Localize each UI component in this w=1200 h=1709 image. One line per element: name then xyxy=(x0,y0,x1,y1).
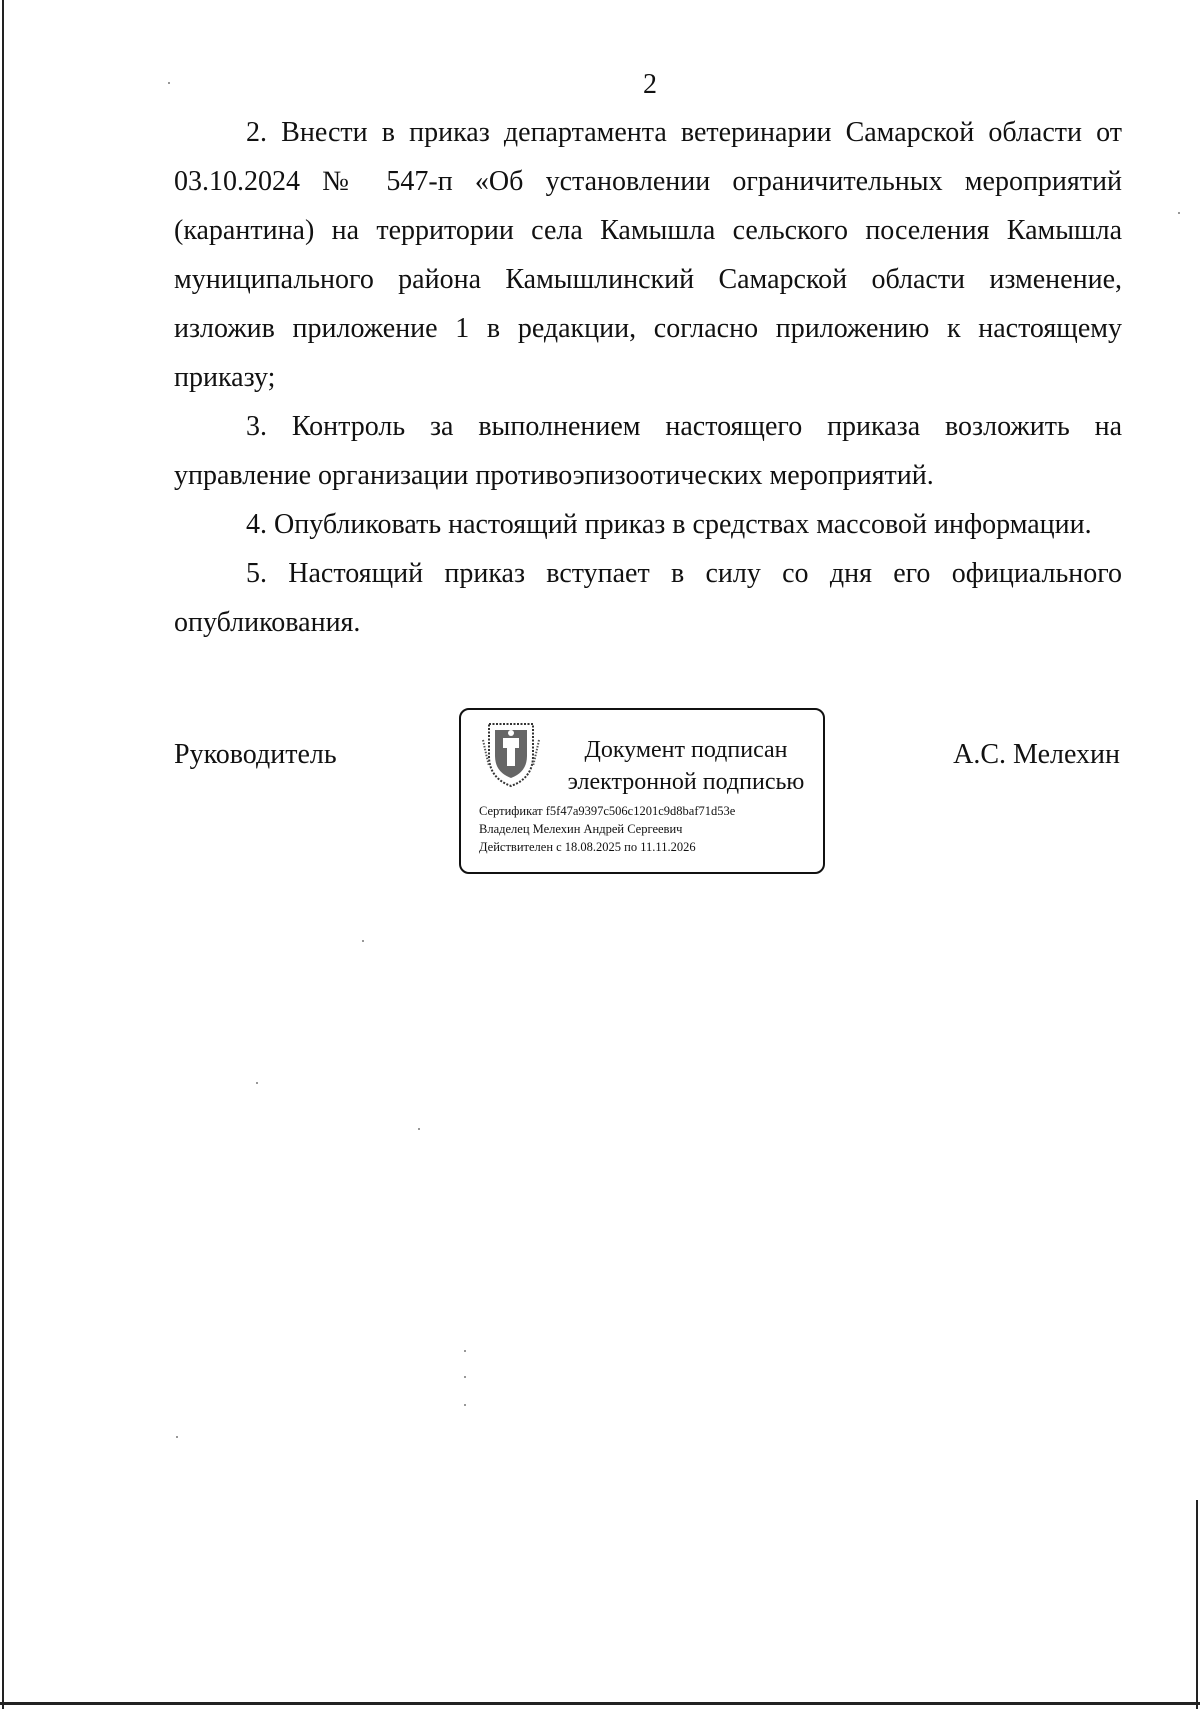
stamp-details xyxy=(479,802,735,856)
scan-speck xyxy=(464,1376,466,1378)
paragraph-item-2: 2. Внести в приказ департамента ветеринарии Самарской области от 03.10.2024 № 547-п «Об установлении ограничительных мероприятий (карантина) на территории села Камышла сельского поселения Камышла муниципального района Камышлинский Самарской области изменение, изложив приложение 1 в редакции, согласно приложению к настоящему приказу; xyxy=(174,117,1122,393)
paragraph-item-4: 4. Опубликовать настоящий приказ в средствах массовой информации. xyxy=(246,509,1092,540)
scan-speck xyxy=(464,1404,466,1406)
signatory-name: А.С. Мелехин xyxy=(953,739,1120,770)
scan-edge-bottom xyxy=(0,1702,1200,1705)
samara-coat-of-arms-icon xyxy=(481,720,541,788)
electronic-signature-stamp xyxy=(459,708,825,874)
paragraph-item-5: 5. Настоящий приказ вступает в силу со дня его официального опубликования. xyxy=(174,558,1122,638)
scan-speck xyxy=(464,1350,466,1352)
stamp-title-line-2: электронной подписью xyxy=(567,769,805,795)
scan-edge-right xyxy=(1196,1500,1198,1709)
stamp-title-line-1: Документ подписан xyxy=(584,737,788,763)
scan-speck xyxy=(418,1128,420,1130)
scan-speck xyxy=(176,1436,178,1438)
document-body xyxy=(174,108,1122,647)
certificate-owner: Владелец Мелехин Андрей Сергеевич xyxy=(479,822,683,836)
signatory-position: Руководитель xyxy=(174,739,337,770)
paragraph-item-3: 3. Контроль за выполнением настоящего приказа возложить на управление организации противоэпизоотических мероприятий. xyxy=(174,411,1122,491)
stamp-title xyxy=(561,734,811,798)
scan-speck xyxy=(256,1082,258,1084)
scan-speck xyxy=(1178,212,1180,214)
scan-speck xyxy=(362,940,364,942)
certificate-number: Сертификат f5f47a9397c506c1201c9d8baf71d53e xyxy=(479,804,736,818)
page-number: 2 xyxy=(643,69,657,100)
scan-edge-left xyxy=(2,0,4,1709)
certificate-validity: Действителен с 18.08.2025 по 11.11.2026 xyxy=(479,840,696,854)
